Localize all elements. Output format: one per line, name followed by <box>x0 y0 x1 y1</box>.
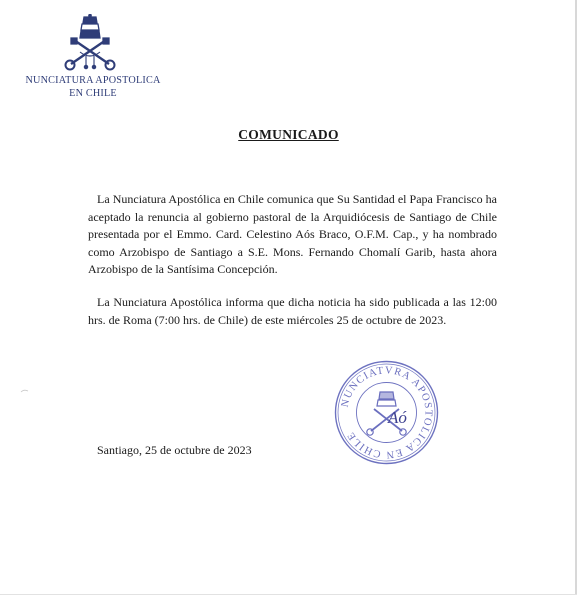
papal-crest-icon <box>62 14 118 72</box>
document-title: COMUNICADO <box>238 127 339 142</box>
seal-ring-text: NUNCIATVRA APOSTOLICA EN CHILE <box>339 365 434 460</box>
body-paragraph-2-text: La Nunciatura Apostólica informa que dicha noticia ha sido publicada a las 12:00 hrs. de Roma (7:00 hrs. de Chile) de este miércoles 25 de octubre de 2023. <box>88 295 497 327</box>
body-paragraph-1 <box>88 191 497 279</box>
body-paragraph-2 <box>88 294 497 329</box>
svg-text:NUNCIATVRA APOSTOLICA EN CHILE <box>340 365 434 459</box>
scan-smudge <box>20 388 30 394</box>
nunciature-seal-stamp <box>333 359 440 466</box>
seal-initials: Aó <box>388 408 407 427</box>
place-date: Santiago, 25 de octubre de 2023 <box>97 443 252 457</box>
org-name-line1: NUNCIATURA APOSTOLICA <box>25 75 161 86</box>
org-name-line2: EN CHILE <box>69 88 117 99</box>
body-paragraph-1-text: La Nunciatura Apostólica en Chile comunica que Su Santidad el Papa Francisco ha aceptado la renuncia al gobierno pastoral de la Arquidiócesis de Santiago de Chile presentada por el Emmo. Card. Celestino Aós Braco, O.F.M. Cap., y ha nombrado como Arzobispo de Santiago a S.E. Mons. Fernando Chomalí Garib, hasta ahora Arzobispo de la Santísima Concepción. <box>88 192 497 276</box>
